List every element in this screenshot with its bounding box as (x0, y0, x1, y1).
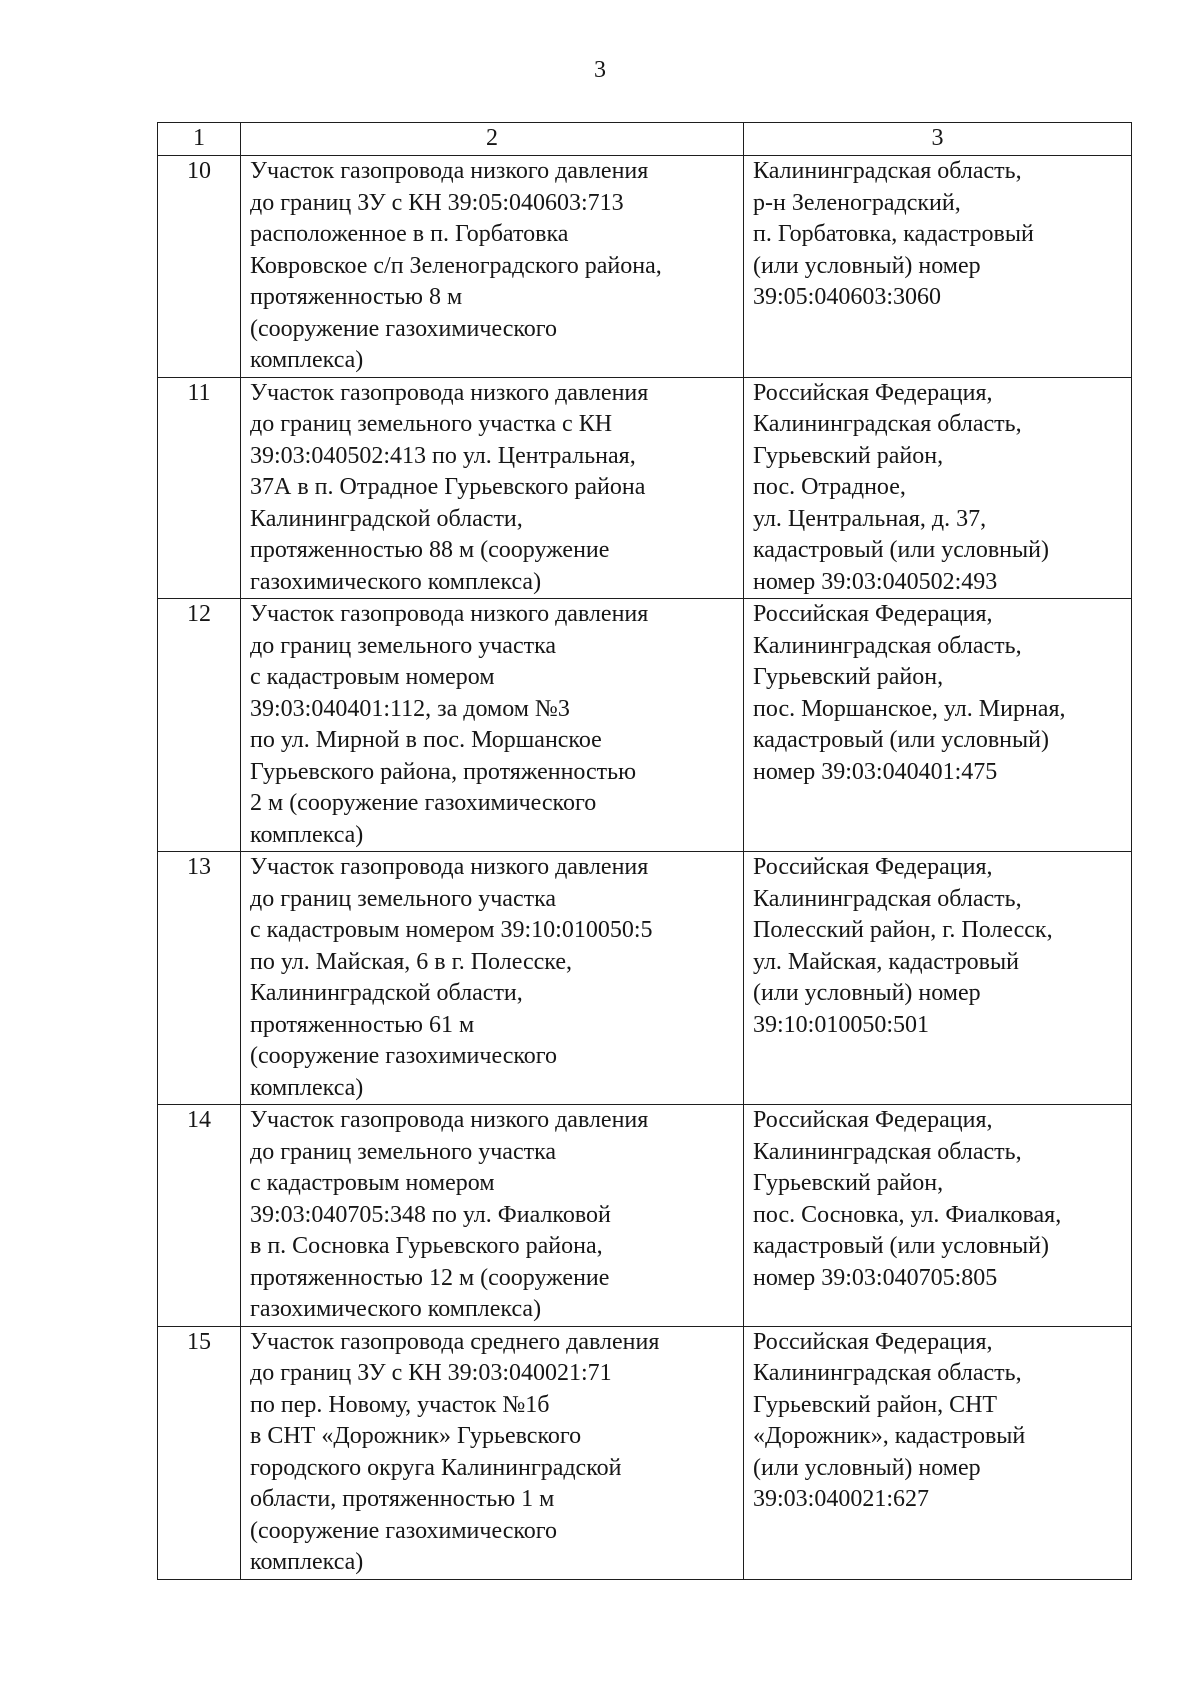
description-line: газохимического комплекса) (250, 1296, 542, 1322)
address-line: 39:05:040603:3060 (753, 284, 942, 310)
table-body (158, 123, 1132, 1580)
table-row (158, 1326, 1132, 1579)
description-line: газохимического комплекса) (250, 568, 542, 595)
description-line: протяженностью 8 м (250, 284, 463, 310)
description-line: Участок газопровода среднего давления (250, 1328, 660, 1355)
address-line: (или условный) номер (753, 1454, 981, 1481)
header-col-1: 1 (158, 123, 241, 156)
description-line: до границ земельного участка (250, 632, 557, 659)
description-line: протяженностью 61 м (250, 1011, 475, 1038)
description-line: 39:03:040502:413 по ул. Центральная, (250, 442, 636, 469)
description-line: с кадастровым номером (250, 664, 495, 690)
address-line: 39:03:040021:627 (753, 1486, 930, 1512)
description-line: (сооружение газохимического (250, 1517, 558, 1544)
address-line: Российская Федерация, (753, 1107, 993, 1133)
address-line: Калининградская область, (753, 632, 1022, 659)
address-line: номер 39:03:040401:475 (753, 758, 998, 785)
address-line: Калининградская область, (753, 1360, 1022, 1386)
address-line: Гурьевский район, (753, 1170, 944, 1196)
description-line: с кадастровым номером (250, 1170, 495, 1196)
object-description (241, 1105, 744, 1327)
description-line: до границ земельного участка (250, 1138, 557, 1165)
address-line: Калининградская область, (753, 411, 1022, 437)
page-number: 3 (594, 57, 606, 83)
address-line: п. Горбатовка, кадастровый (753, 221, 1034, 247)
object-description (241, 852, 744, 1105)
description-line: комплекса) (250, 821, 364, 848)
header-col-2: 2 (241, 123, 744, 156)
address-line: р-н Зеленоградский, (753, 189, 961, 216)
description-line: 37А в п. Отрадное Гурьевского района (250, 474, 646, 500)
address-line: Российская Федерация, (753, 601, 993, 627)
address-line: пос. Сосновка, ул. Фиалковая, (753, 1201, 1062, 1228)
address-line: Гурьевский район, СНТ (753, 1391, 998, 1418)
description-line: (сооружение газохимического (250, 315, 558, 342)
table-row (158, 156, 1132, 378)
object-description (241, 599, 744, 852)
description-line: Калининградской области, (250, 505, 523, 532)
description-line: по пер. Новому, участок №1б (250, 1391, 550, 1418)
object-description (241, 1326, 744, 1579)
description-line: Участок газопровода низкого давления (250, 379, 649, 406)
row-number: 12 (158, 599, 241, 852)
description-line: Участок газопровода низкого давления (250, 854, 649, 880)
row-number: 15 (158, 1326, 241, 1579)
object-description (241, 377, 744, 599)
description-line: Ковровское с/п Зеленоградского района, (250, 252, 662, 279)
row-number: 13 (158, 852, 241, 1105)
description-line: 39:03:040705:348 по ул. Фиалковой (250, 1201, 611, 1228)
address-line: Гурьевский район, (753, 442, 944, 469)
description-line: городского округа Калининградской (250, 1454, 622, 1481)
description-line: Участок газопровода низкого давления (250, 601, 649, 627)
description-line: до границ земельного участка (250, 885, 557, 912)
description-line: комплекса) (250, 1549, 364, 1575)
description-line: Участок газопровода низкого давления (250, 1107, 649, 1133)
description-line: расположенное в п. Горбатовка (250, 221, 569, 247)
address-line: Российская Федерация, (753, 854, 993, 880)
description-line: Участок газопровода низкого давления (250, 158, 649, 184)
address-line: Российская Федерация, (753, 1328, 993, 1355)
description-line: до границ ЗУ с КН 39:05:040603:713 (250, 189, 624, 216)
object-description (241, 156, 744, 378)
address-line: номер 39:03:040705:805 (753, 1264, 998, 1291)
description-line: комплекса) (250, 347, 364, 373)
address-line: ул. Майская, кадастровый (753, 948, 1019, 975)
address-line: кадастровый (или условный) (753, 727, 1049, 753)
description-line: до границ ЗУ с КН 39:03:040021:71 (250, 1360, 612, 1386)
address-line: Калининградская область, (753, 1138, 1022, 1165)
object-address (744, 852, 1132, 1105)
description-line: Калининградской области, (250, 980, 523, 1006)
address-line: Калининградская область, (753, 885, 1022, 912)
description-line: протяженностью 88 м (сооружение (250, 537, 610, 563)
description-line: (сооружение газохимического (250, 1043, 558, 1069)
address-line: Полесский район, г. Полесск, (753, 917, 1053, 943)
description-line: Гурьевского района, протяженностью (250, 758, 637, 785)
address-line: (или условный) номер (753, 252, 981, 279)
description-line: до границ земельного участка с КН (250, 411, 613, 437)
description-line: протяженностью 12 м (сооружение (250, 1264, 610, 1291)
registry-table (157, 122, 1132, 1580)
address-line: номер 39:03:040502:493 (753, 568, 998, 595)
address-line: (или условный) номер (753, 980, 981, 1006)
description-line: в п. Сосновка Гурьевского района, (250, 1233, 603, 1259)
address-line: «Дорожник», кадастровый (753, 1423, 1026, 1449)
row-number: 10 (158, 156, 241, 378)
table-row (158, 1105, 1132, 1327)
address-line: ул. Центральная, д. 37, (753, 505, 987, 532)
description-line: по ул. Мирной в пос. Моршанское (250, 727, 602, 753)
description-line: 2 м (сооружение газохимического (250, 790, 597, 816)
object-address (744, 599, 1132, 852)
description-line: с кадастровым номером 39:10:010050:5 (250, 917, 653, 943)
row-number: 14 (158, 1105, 241, 1327)
description-line: 39:03:040401:112, за домом №3 (250, 695, 570, 722)
address-line: Гурьевский район, (753, 664, 944, 690)
description-line: области, протяженностью 1 м (250, 1486, 555, 1512)
address-line: кадастровый (или условный) (753, 537, 1049, 563)
description-line: по ул. Майская, 6 в г. Полесске, (250, 948, 572, 975)
address-line: кадастровый (или условный) (753, 1233, 1049, 1259)
address-line: пос. Моршанское, ул. Мирная, (753, 695, 1066, 722)
row-number: 11 (158, 377, 241, 599)
address-line: пос. Отрадное, (753, 474, 906, 500)
object-address (744, 156, 1132, 378)
object-address (744, 1326, 1132, 1579)
description-line: в СНТ «Дорожник» Гурьевского (250, 1423, 582, 1449)
table-row (158, 599, 1132, 852)
object-address (744, 1105, 1132, 1327)
address-line: Калининградская область, (753, 158, 1022, 184)
address-line: Российская Федерация, (753, 379, 993, 406)
table-header-row (158, 123, 1132, 156)
header-col-3: 3 (744, 123, 1132, 156)
address-line: 39:10:010050:501 (753, 1011, 930, 1038)
table-row (158, 377, 1132, 599)
description-line: комплекса) (250, 1074, 364, 1101)
table-row (158, 852, 1132, 1105)
object-address (744, 377, 1132, 599)
